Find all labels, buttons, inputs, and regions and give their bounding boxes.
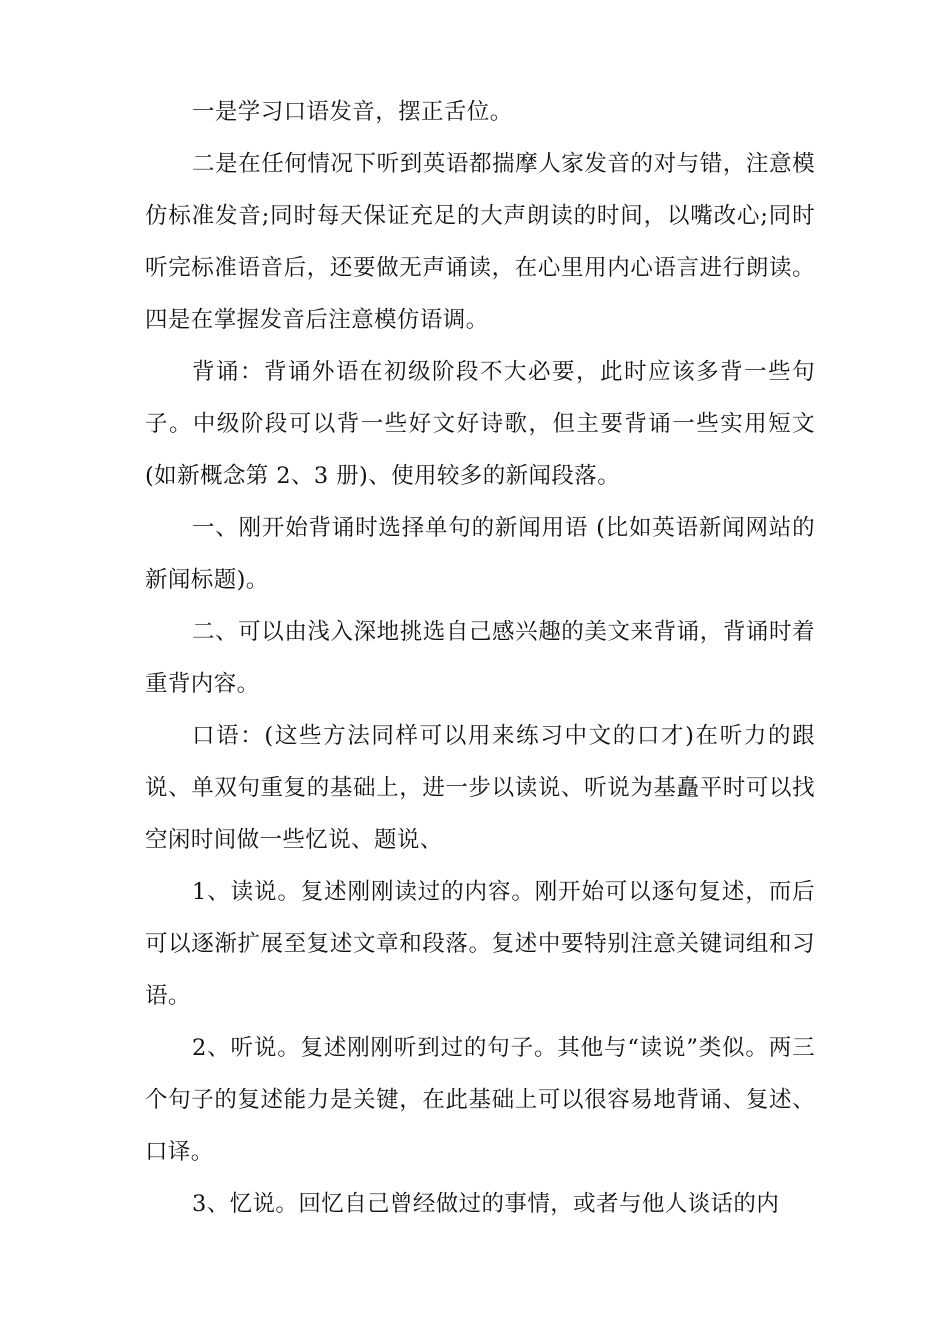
- paragraph-recitation-step-2: 二、可以由浅入深地挑选自己感兴趣的美文来背诵，背诵时着重背内容。: [145, 619, 815, 697]
- paragraph-pronunciation-1: 一是学习口语发音，摆正舌位。: [192, 99, 513, 125]
- paragraph-recitation-step-1: 一、刚开始背诵时选择单句的新闻用语 (比如英语新闻网站的新闻标题)。: [145, 515, 815, 593]
- paragraph-pronunciation-2: 二是在任何情况下听到英语都揣摩人家发音的对与错，注意模仿标准发音;同时每天保证充足的大声朗读的时间，以嘴改心;同时听完标准语音后，还要做无声诵读，在心里用内心语言进行朗读。四是在掌握发音后注意模仿语调。: [145, 151, 815, 333]
- paragraph-speaking-item-3: 3、忆说。回忆自己曾经做过的事情，或者与他人谈话的内: [192, 1191, 780, 1217]
- paragraph-speaking-item-2: 2、听说。复述刚刚听到过的句子。其他与“读说”类似。两三个句子的复述能力是关键，在此基础上可以很容易地背诵、复述、口译。: [145, 1035, 815, 1165]
- paragraph-recitation: 背诵：背诵外语在初级阶段不大必要，此时应该多背一些句子。中级阶段可以背一些好文好诗歌，但主要背诵一些实用短文(如新概念第 2、3 册)、使用较多的新闻段落。: [145, 359, 815, 489]
- paragraph-speaking: 口语：(这些方法同样可以用来练习中文的口才)在听力的跟说、单双句重复的基础上，进一步以读说、听说为基矗平时可以找空闲时间做一些忆说、题说、: [145, 723, 815, 853]
- document-page: [145, 86, 815, 1230]
- paragraph-speaking-item-1: 1、读说。复述刚刚读过的内容。刚开始可以逐句复述，而后可以逐渐扩展至复述文章和段落。复述中要特别注意关键词组和习语。: [145, 879, 815, 1009]
